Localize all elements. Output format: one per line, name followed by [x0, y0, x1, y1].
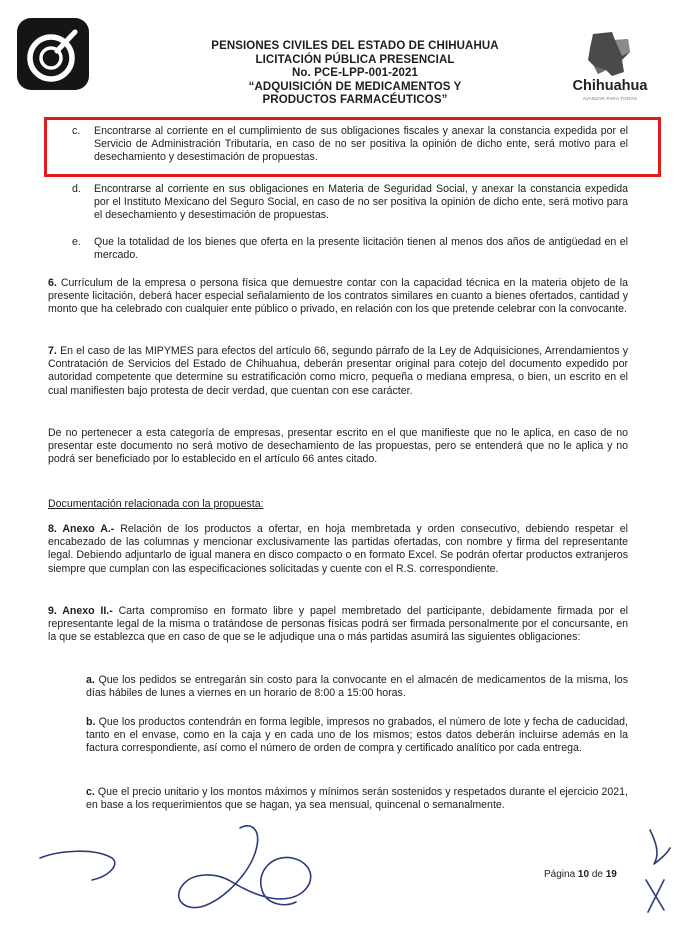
item-text: Encontrarse al corriente en sus obligaciones en Materia de Seguridad Social, y anexar la constancia expedida por el Instituto Mexicano del Seguro Social, en caso de no ser positiva la opinión de dicho ente, será motivo para el desechamiento y desestimación de propuestas.: [94, 183, 628, 222]
obligation-text: Que los productos contendrán en forma legible, impresos no grabados, el número de lote y fecha de caducidad, tanto en el envase, como en la caja y en cada uno de los mismos; estos datos deberán incluirse además en la factura correspondiente, así como el número de orden de compra y certificado analítico por cada entrega.: [86, 716, 628, 755]
signature-right-lower: [646, 880, 664, 912]
item-text: Que la totalidad de los bienes que oferta en la presente licitación tienen al menos dos años de antigüedad en el mercado.: [94, 236, 628, 262]
header-subject-line1: “ADQUISICIÓN DE MEDICAMENTOS Y: [248, 80, 462, 93]
page-current: 10: [577, 869, 590, 880]
state-map-icon: [560, 30, 660, 80]
obligation-b: [86, 716, 628, 756]
header-subject-line2: PRODUCTOS FARMACÉUTICOS”: [262, 94, 448, 106]
paragraph-mipymes-exception: De no pertenecer a esta categoría de empresas, presentar escrito en el que manifieste que no le aplica, en caso de no presentar este documento no será motivo de desechamiento de las propuestas, pero se entenderá que no le aplica y no podrá ser beneficiado por lo establecido en el artículo 66 antes citado.: [48, 427, 628, 466]
obligation-text: Que el precio unitario y los montos máximos y mínimos serán sostenidos y respetados durante el ejercicio 2021, en base a los requerimientos que se hagan, ya sea mensual, quincenal o semanalmente.: [86, 786, 628, 812]
item-text: Encontrarse al corriente en el cumplimiento de sus obligaciones fiscales y anexar la constancia expedida por el Servicio de Administración Tributaria, en caso de no ser positiva la opinión de dicho ente, será motivo para el desechamiento y desestimación de propuestas.: [94, 125, 628, 164]
obligation-text: Que los pedidos se entregarán sin costo para la convocante en el almacén de medicamentos de la misma, los días hábiles de lunes a viernes en un horario de 8:00 a 15:00 horas.: [86, 674, 628, 700]
requirement-item-d: [72, 183, 628, 223]
paragraph-text: Relación de los productos a ofertar, en hoja membretada y orden consecutivo, debiendo respetar el encabezado de las columnas y mencionar exclusivamente las partidas ofertadas, con nombre y firma del representante legal. Debiendo adjuntarlo de igual manera en disco compacto o en formato Excel. Se podrán ofertar productos extranjeros siempre que cumplan con las especificaciones solicitadas y cuente con el R.S. correspondiente.: [48, 523, 628, 575]
obligation-label: c.: [86, 786, 95, 798]
paragraph-number: 7.: [48, 345, 57, 357]
header-institution: PENSIONES CIVILES DEL ESTADO DE CHIHUAHUA: [211, 40, 499, 52]
obligation-c: [86, 786, 628, 812]
pensiones-civiles-logo: [17, 18, 89, 90]
signature-right-upper: [650, 830, 670, 864]
paragraph-9-anexo-ii: [48, 605, 628, 645]
paragraph-number: 6.: [48, 277, 57, 289]
header-tender-type: LICITACIÓN PÚBLICA PRESENCIAL: [255, 53, 455, 66]
page-prefix: Página: [544, 869, 578, 880]
obligation-label: a.: [86, 674, 95, 686]
paragraph-text: En el caso de las MIPYMES para efectos del artículo 66, segundo párrafo de la Ley de Adquisiciones, Arrendamientos y Contratación de Servicios del Estado de Chihuahua, deberán presentar original para cotejo del documento expedido por autoridad competente que determine su estratificación como micro, pequeña o mediana empresa, o bien, un escrito en el cual manifiesten bajo protesta de decir verdad, que cuentan con ese carácter.: [48, 345, 628, 397]
paragraph-6: [48, 277, 628, 317]
page-total: 19: [605, 869, 617, 880]
paragraph-text: Carta compromiso en formato libre y papel membretado del participante, debidamente firmada por el representante legal de la misma o tratándose de personas físicas podrá ser firmada personalmente por el concursante, en la que se establezca que en caso de que se le adjudique una o más partidas asumirá las siguientes obligaciones:: [48, 605, 628, 644]
item-letter: c.: [72, 125, 81, 137]
obligation-label: b.: [86, 716, 96, 728]
chihuahua-logo: [560, 30, 660, 105]
page-number: [544, 869, 617, 880]
red-highlight-box: [44, 117, 661, 177]
header-tender-number: No. PCE-LPP-001-2021: [292, 67, 418, 79]
paragraph-label: 8. Anexo A.-: [48, 523, 115, 535]
paragraph-7: [48, 345, 628, 398]
requirement-item-e: [72, 236, 628, 262]
paragraph-text: Currículum de la empresa o persona física que demuestre contar con la capacidad técnica en la materia objeto de la presente licitación, deberá hacer especial señalamiento de los contratos similares en cuanto a bienes ofertados, cantidad y monto que ha celebrado con cualquier ente público o privado, en relación con los que pretende celebrar con la convocante.: [48, 277, 628, 316]
chihuahua-logo-slogan: AVANZAR PARA TODOS: [582, 96, 638, 101]
page-of: de: [589, 869, 606, 880]
item-letter: e.: [72, 236, 81, 248]
signature-center: [179, 826, 311, 908]
chihuahua-logo-text: Chihuahua: [572, 78, 648, 94]
obligation-a: [86, 674, 628, 700]
paragraph-label: 9. Anexo II.-: [48, 605, 113, 617]
document-header: [170, 40, 540, 108]
signature-left: [40, 851, 115, 880]
item-letter: d.: [72, 183, 81, 195]
paragraph-8-anexo-a: [48, 523, 628, 576]
section-heading: Documentación relacionada con la propuesta:: [48, 498, 264, 510]
